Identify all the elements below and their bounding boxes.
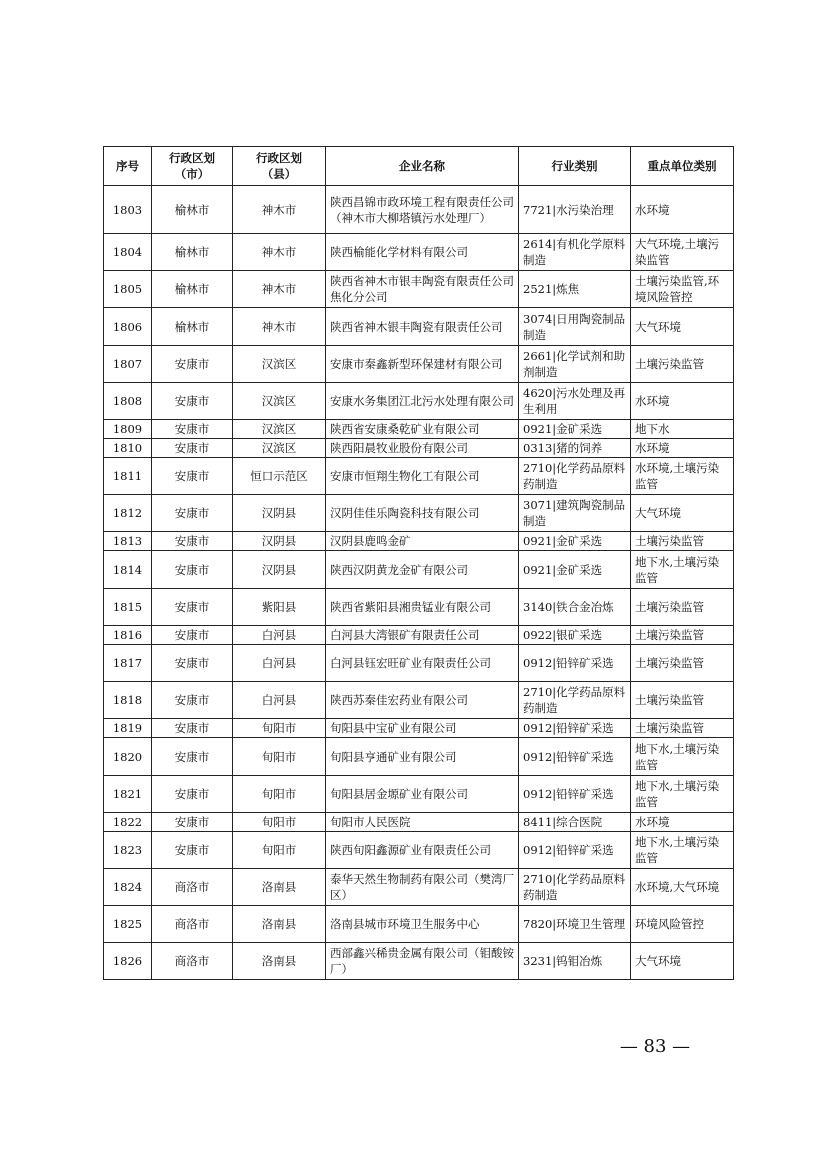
enterprise-name-cell: 汉阴县鹿鸣金矿: [326, 532, 519, 551]
row-number: 1820: [104, 738, 152, 776]
city-cell: 安康市: [152, 458, 233, 495]
header-enterprise: 企业名称: [326, 147, 519, 186]
county-cell: 洛南县: [233, 943, 326, 980]
table-row: [104, 943, 734, 980]
header-city: 行政区划 （市）: [152, 147, 233, 186]
city-cell: 安康市: [152, 346, 233, 383]
county-cell: 神木市: [233, 271, 326, 308]
row-number: 1803: [104, 186, 152, 234]
industry-cell: 0921|金矿采选: [519, 532, 631, 551]
table-row: [104, 738, 734, 776]
category-cell: 地下水,土壤污染监管: [631, 776, 734, 813]
row-number: 1821: [104, 776, 152, 813]
industry-cell: 0921|金矿采选: [519, 551, 631, 589]
enterprise-name-cell: 陕西榆能化学材料有限公司: [326, 234, 519, 271]
enterprise-name-cell: 白河县大湾银矿有限责任公司: [326, 626, 519, 645]
county-cell: 白河县: [233, 682, 326, 719]
table-row: [104, 495, 734, 532]
enterprise-name-cell: 陕西旬阳鑫源矿业有限责任公司: [326, 832, 519, 869]
category-cell: 土壤污染监管: [631, 346, 734, 383]
industry-cell: 2710|化学药品原料药制造: [519, 682, 631, 719]
industry-cell: 0912|铅锌矿采选: [519, 776, 631, 813]
enterprise-table: [103, 146, 734, 980]
enterprise-name-cell: 陕西阳晨牧业股份有限公司: [326, 439, 519, 458]
enterprise-name-cell: 旬阳县中宝矿业有限公司: [326, 719, 519, 738]
county-cell: 旬阳市: [233, 776, 326, 813]
enterprise-name-cell: 旬阳县亨通矿业有限公司: [326, 738, 519, 776]
industry-cell: 7820|环境卫生管理: [519, 906, 631, 943]
category-cell: 大气环境: [631, 308, 734, 346]
county-cell: 汉阴县: [233, 551, 326, 589]
enterprise-name-cell: 旬阳县居金塬矿业有限公司: [326, 776, 519, 813]
row-number: 1826: [104, 943, 152, 980]
county-cell: 洛南县: [233, 906, 326, 943]
county-cell: 旬阳市: [233, 832, 326, 869]
table-row: [104, 458, 734, 495]
row-number: 1815: [104, 589, 152, 626]
city-cell: 安康市: [152, 738, 233, 776]
industry-cell: 0921|金矿采选: [519, 420, 631, 439]
table-row: [104, 271, 734, 308]
county-cell: 神木市: [233, 186, 326, 234]
industry-cell: 0912|铅锌矿采选: [519, 719, 631, 738]
city-cell: 安康市: [152, 420, 233, 439]
industry-cell: 2614|有机化学原料制造: [519, 234, 631, 271]
table-row: [104, 776, 734, 813]
category-cell: 大气环境: [631, 943, 734, 980]
table-row: [104, 869, 734, 906]
row-number: 1814: [104, 551, 152, 589]
county-cell: 汉滨区: [233, 346, 326, 383]
row-number: 1808: [104, 383, 152, 420]
county-cell: 旬阳市: [233, 813, 326, 832]
category-cell: 土壤污染监管: [631, 532, 734, 551]
industry-cell: 8411|综合医院: [519, 813, 631, 832]
enterprise-name-cell: 安康市秦鑫新型环保建材有限公司: [326, 346, 519, 383]
table-row: [104, 551, 734, 589]
category-cell: 土壤污染监管: [631, 589, 734, 626]
row-number: 1804: [104, 234, 152, 271]
table-row: [104, 682, 734, 719]
table-row: [104, 439, 734, 458]
table-row: [104, 813, 734, 832]
table-row: [104, 346, 734, 383]
table-row: [104, 420, 734, 439]
city-cell: 榆林市: [152, 234, 233, 271]
county-cell: 白河县: [233, 626, 326, 645]
city-cell: 安康市: [152, 439, 233, 458]
city-cell: 榆林市: [152, 308, 233, 346]
enterprise-name-cell: 陕西省神木银丰陶瓷有限责任公司: [326, 308, 519, 346]
category-cell: 土壤污染监管: [631, 719, 734, 738]
city-cell: 安康市: [152, 645, 233, 682]
category-cell: 土壤污染监管: [631, 626, 734, 645]
industry-cell: 2521|炼焦: [519, 271, 631, 308]
row-number: 1818: [104, 682, 152, 719]
row-number: 1824: [104, 869, 152, 906]
category-cell: 地下水: [631, 420, 734, 439]
county-cell: 紫阳县: [233, 589, 326, 626]
enterprise-name-cell: 安康水务集团江北污水处理有限公司: [326, 383, 519, 420]
row-number: 1807: [104, 346, 152, 383]
county-cell: 洛南县: [233, 869, 326, 906]
header-county: 行政区划 （县）: [233, 147, 326, 186]
table-row: [104, 719, 734, 738]
table-row: [104, 186, 734, 234]
category-cell: 地下水,土壤污染监管: [631, 738, 734, 776]
category-cell: 水环境,土壤污染监管: [631, 458, 734, 495]
city-cell: 安康市: [152, 813, 233, 832]
row-number: 1813: [104, 532, 152, 551]
table-row: [104, 906, 734, 943]
county-cell: 汉阴县: [233, 495, 326, 532]
city-cell: 安康市: [152, 682, 233, 719]
industry-cell: 4620|污水处理及再生利用: [519, 383, 631, 420]
city-cell: 榆林市: [152, 186, 233, 234]
city-cell: 安康市: [152, 551, 233, 589]
enterprise-name-cell: 汉阴佳佳乐陶瓷科技有限公司: [326, 495, 519, 532]
enterprise-name-cell: 陕西省神木市银丰陶瓷有限责任公司焦化分公司: [326, 271, 519, 308]
county-cell: 恒口示范区: [233, 458, 326, 495]
enterprise-name-cell: 旬阳市人民医院: [326, 813, 519, 832]
county-cell: 神木市: [233, 234, 326, 271]
industry-cell: 3074|日用陶瓷制品制造: [519, 308, 631, 346]
row-number: 1810: [104, 439, 152, 458]
industry-cell: 2661|化学试剂和助剂制造: [519, 346, 631, 383]
enterprise-name-cell: 洛南县城市环境卫生服务中心: [326, 906, 519, 943]
table-row: [104, 832, 734, 869]
category-cell: 水环境: [631, 813, 734, 832]
table-row: [104, 532, 734, 551]
row-number: 1806: [104, 308, 152, 346]
category-cell: 水环境: [631, 439, 734, 458]
row-number: 1825: [104, 906, 152, 943]
enterprise-name-cell: 陕西昌锦市政环境工程有限责任公司（神木市大柳塔镇污水处理厂）: [326, 186, 519, 234]
city-cell: 安康市: [152, 626, 233, 645]
enterprise-name-cell: 陕西苏秦佳宏药业有限公司: [326, 682, 519, 719]
header-no: 序号: [104, 147, 152, 186]
category-cell: 水环境: [631, 186, 734, 234]
enterprise-name-cell: 安康市恒翔生物化工有限公司: [326, 458, 519, 495]
table-row: [104, 234, 734, 271]
industry-cell: 3071|建筑陶瓷制品制造: [519, 495, 631, 532]
city-cell: 商洛市: [152, 906, 233, 943]
county-cell: 白河县: [233, 645, 326, 682]
industry-cell: 0313|猪的饲养: [519, 439, 631, 458]
category-cell: 土壤污染监管,环境风险管控: [631, 271, 734, 308]
category-cell: 土壤污染监管: [631, 682, 734, 719]
category-cell: 地下水,土壤污染监管: [631, 551, 734, 589]
industry-cell: 0912|铅锌矿采选: [519, 832, 631, 869]
city-cell: 安康市: [152, 719, 233, 738]
row-number: 1817: [104, 645, 152, 682]
category-cell: 大气环境: [631, 495, 734, 532]
category-cell: 地下水,土壤污染监管: [631, 832, 734, 869]
table-row: [104, 383, 734, 420]
table-header-row: [104, 147, 734, 186]
table-row: [104, 308, 734, 346]
county-cell: 旬阳市: [233, 719, 326, 738]
header-industry: 行业类别: [519, 147, 631, 186]
industry-cell: 0922|银矿采选: [519, 626, 631, 645]
page-number: — 83 —: [619, 1036, 691, 1057]
category-cell: 环境风险管控: [631, 906, 734, 943]
industry-cell: 2710|化学药品原料药制造: [519, 458, 631, 495]
enterprise-name-cell: 陕西省紫阳县湘贵锰业有限公司: [326, 589, 519, 626]
row-number: 1823: [104, 832, 152, 869]
city-cell: 安康市: [152, 776, 233, 813]
industry-cell: 2710|化学药品原料药制造: [519, 869, 631, 906]
city-cell: 商洛市: [152, 869, 233, 906]
county-cell: 神木市: [233, 308, 326, 346]
enterprise-name-cell: 西部鑫兴稀贵金属有限公司（钼酸铵厂）: [326, 943, 519, 980]
county-cell: 汉滨区: [233, 439, 326, 458]
city-cell: 安康市: [152, 532, 233, 551]
county-cell: 汉阴县: [233, 532, 326, 551]
industry-cell: 7721|水污染治理: [519, 186, 631, 234]
city-cell: 安康市: [152, 589, 233, 626]
category-cell: 大气环境,土壤污染监管: [631, 234, 734, 271]
category-cell: 水环境: [631, 383, 734, 420]
enterprise-name-cell: 泰华天然生物制药有限公司（樊湾厂区）: [326, 869, 519, 906]
row-number: 1805: [104, 271, 152, 308]
city-cell: 商洛市: [152, 943, 233, 980]
industry-cell: 3140|铁合金冶炼: [519, 589, 631, 626]
row-number: 1822: [104, 813, 152, 832]
row-number: 1819: [104, 719, 152, 738]
industry-cell: 3231|钨钼冶炼: [519, 943, 631, 980]
category-cell: 水环境,大气环境: [631, 869, 734, 906]
county-cell: 汉滨区: [233, 420, 326, 439]
row-number: 1809: [104, 420, 152, 439]
enterprise-name-cell: 白河县钰宏旺矿业有限责任公司: [326, 645, 519, 682]
row-number: 1811: [104, 458, 152, 495]
industry-cell: 0912|铅锌矿采选: [519, 738, 631, 776]
table-row: [104, 589, 734, 626]
industry-cell: 0912|铅锌矿采选: [519, 645, 631, 682]
row-number: 1812: [104, 495, 152, 532]
category-cell: 土壤污染监管: [631, 645, 734, 682]
table-row: [104, 626, 734, 645]
city-cell: 安康市: [152, 495, 233, 532]
city-cell: 安康市: [152, 383, 233, 420]
table-row: [104, 645, 734, 682]
city-cell: 榆林市: [152, 271, 233, 308]
enterprise-name-cell: 陕西汉阴黄龙金矿有限公司: [326, 551, 519, 589]
enterprise-name-cell: 陕西省安康桑乾矿业有限公司: [326, 420, 519, 439]
county-cell: 汉滨区: [233, 383, 326, 420]
row-number: 1816: [104, 626, 152, 645]
city-cell: 安康市: [152, 832, 233, 869]
header-category: 重点单位类别: [631, 147, 734, 186]
county-cell: 旬阳市: [233, 738, 326, 776]
